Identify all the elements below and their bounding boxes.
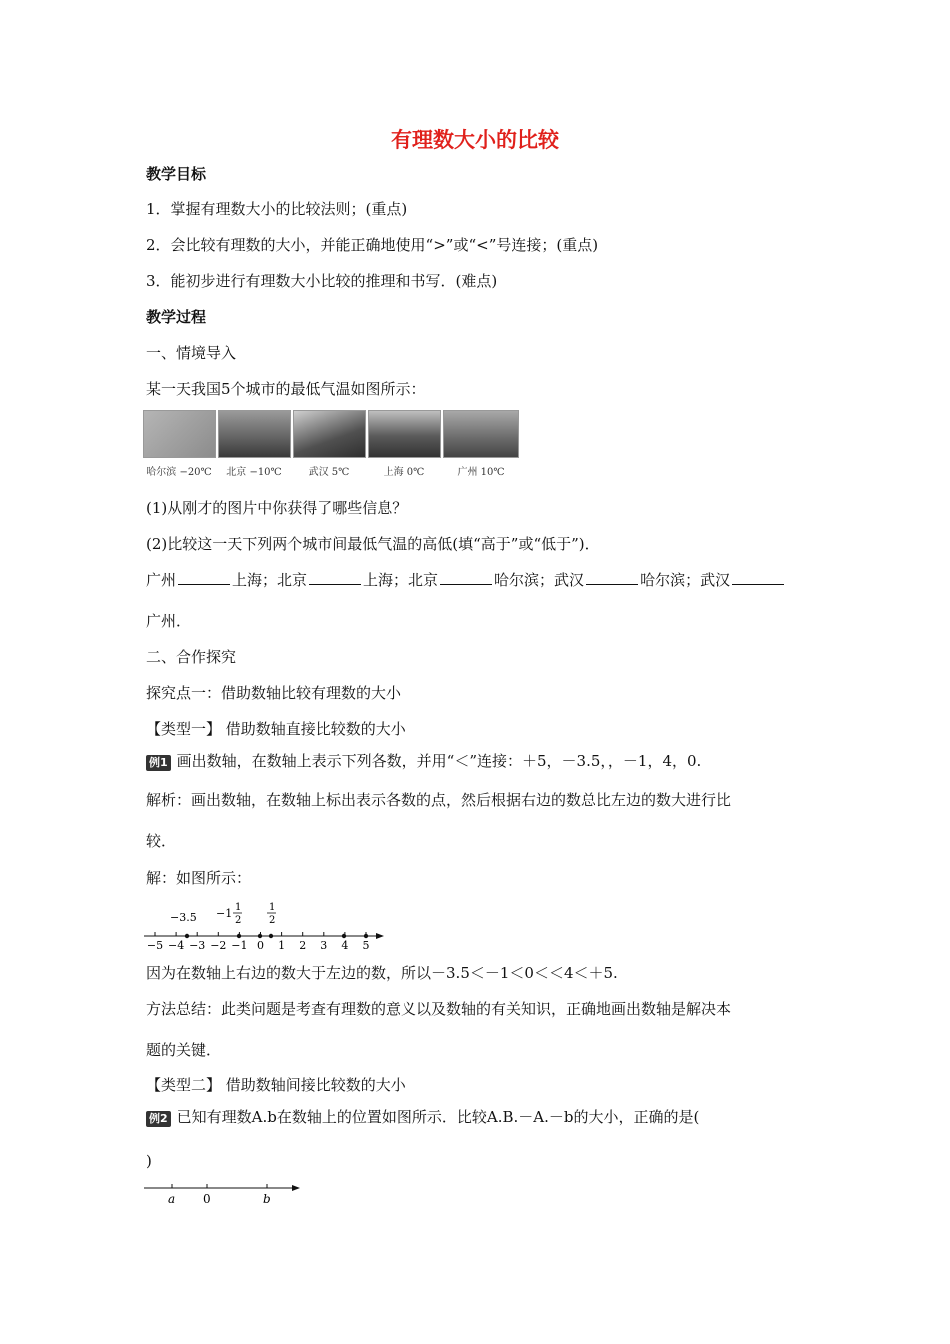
- process-heading: 教学过程: [146, 308, 207, 326]
- example-2-end: ): [146, 1152, 152, 1170]
- axis-arrow-icon: [292, 1185, 300, 1191]
- intro-text: 某一天我国5个城市的最低气温如图所示：: [146, 380, 426, 398]
- answer-blank[interactable]: [440, 570, 492, 585]
- goal-item-3: 3．能初步进行有理数大小比较的推理和书写．(难点): [146, 272, 498, 290]
- tick-label: −3: [189, 939, 206, 952]
- example-1-text: 画出数轴，在数轴上表示下列各数，并用“＜”连接：＋5，－3.5，，－1，4，0.: [176, 752, 702, 770]
- method-line-1: 方法总结：此类问题是考查有理数的意义以及数轴的有关知识，正确地画出数轴是解决本: [146, 1000, 732, 1018]
- tick-label: 4: [341, 939, 349, 952]
- tick-label: −1: [231, 939, 248, 952]
- number-line-figure: [140, 898, 400, 954]
- label-half-num: 1: [269, 902, 276, 913]
- photo-wuhan: [293, 410, 366, 458]
- answer-blank[interactable]: [309, 570, 361, 585]
- question-1: (1)从刚才的图片中你获得了哪些信息？: [146, 499, 408, 517]
- fill-text: 哈尔滨；武汉: [494, 571, 585, 589]
- point-four: [342, 934, 346, 938]
- tick-label: 2: [299, 939, 307, 952]
- solution-text: 解：如图所示：: [146, 869, 252, 887]
- photo-harbin: [143, 410, 216, 458]
- photo-caption: 哈尔滨 −20℃: [146, 467, 212, 478]
- photo-beijing: [218, 410, 291, 458]
- goal-item-2: 2．会比较有理数的大小，并能正确地使用“>”或“<”号连接；(重点): [146, 236, 599, 254]
- question-2: (2)比较这一天下列两个城市间最低气温的高低(填“高于”或“低于”)．: [146, 535, 600, 553]
- example-1: [146, 750, 701, 772]
- tick-label: −2: [210, 939, 227, 952]
- method-line-2: 题的关键．: [146, 1041, 222, 1059]
- point-minus-1: [237, 934, 241, 938]
- example-badge: 例1: [146, 755, 171, 771]
- photo-shanghai: [368, 410, 441, 458]
- conclusion-text: 因为在数轴上右边的数大于左边的数，所以－3.5＜－1＜0＜＜4＜＋5.: [146, 964, 618, 982]
- point-five: [364, 934, 368, 938]
- label-half-den: 2: [269, 915, 276, 926]
- label-b: b: [263, 1192, 271, 1206]
- tick-label: 1: [278, 939, 286, 952]
- label-frac-den: 2: [235, 915, 242, 926]
- fill-end: 广州．: [146, 612, 192, 630]
- tick-label: 0: [257, 939, 264, 952]
- tick-label: 5: [362, 939, 370, 952]
- tick-label: 3: [320, 939, 328, 952]
- example-badge: 例2: [146, 1111, 171, 1127]
- answer-blank[interactable]: [732, 570, 784, 585]
- point-minus-3-5: [185, 934, 189, 938]
- fill-text: 上海；北京: [363, 571, 439, 589]
- explore-point-1: 探究点一：借助数轴比较有理数的大小: [146, 684, 402, 702]
- label-a: a: [168, 1192, 176, 1206]
- answer-blank[interactable]: [586, 570, 638, 585]
- type-1-heading: 【类型一】 借助数轴直接比较数的大小: [146, 720, 406, 738]
- analysis-line-2: 较．: [146, 832, 177, 850]
- fill-text: 广州: [146, 571, 177, 589]
- label-frac-num: 1: [235, 902, 242, 913]
- section-1-heading: 一、情境导入: [146, 344, 237, 362]
- label-minus-one: −1: [216, 907, 233, 920]
- tick-label: −4: [167, 939, 185, 952]
- section-2-heading: 二、合作探究: [146, 648, 237, 666]
- answer-blank[interactable]: [178, 570, 230, 585]
- city-photos: [143, 410, 521, 482]
- point-half: [269, 934, 273, 938]
- axis-arrow-icon: [376, 933, 384, 939]
- tick-label: −5: [146, 939, 164, 952]
- photo-caption: 北京 −10℃: [226, 467, 282, 478]
- type-2-heading: 【类型二】 借助数轴间接比较数的大小: [146, 1076, 406, 1094]
- photo-caption: 上海 0℃: [383, 467, 425, 478]
- photo-caption: 武汉 5℃: [308, 467, 350, 478]
- label-zero: 0: [203, 1192, 211, 1206]
- photo-caption: 广州 10℃: [457, 467, 505, 478]
- photo-guangzhou: [443, 410, 519, 458]
- goals-heading: 教学目标: [146, 165, 207, 183]
- goal-item-1: 1．掌握有理数大小的比较法则；(重点): [146, 200, 408, 218]
- fill-text: 哈尔滨；武汉: [640, 571, 731, 589]
- analysis-line-1: 解析：画出数轴，在数轴上标出表示各数的点，然后根据右边的数总比左边的数大进行比: [146, 791, 732, 809]
- label-minus-3-5: −3.5: [170, 911, 197, 924]
- number-line-ab-figure: [140, 1178, 310, 1212]
- fill-text: 上海；北京: [232, 571, 308, 589]
- page-title: 有理数大小的比较: [391, 128, 559, 152]
- point-zero: [258, 934, 262, 938]
- example-2: [146, 1106, 699, 1128]
- fill-blanks-line: [146, 569, 786, 591]
- example-2-text: 已知有理数A.b在数轴上的位置如图所示．比较A.B.－A.－b的大小，正确的是(: [176, 1108, 700, 1126]
